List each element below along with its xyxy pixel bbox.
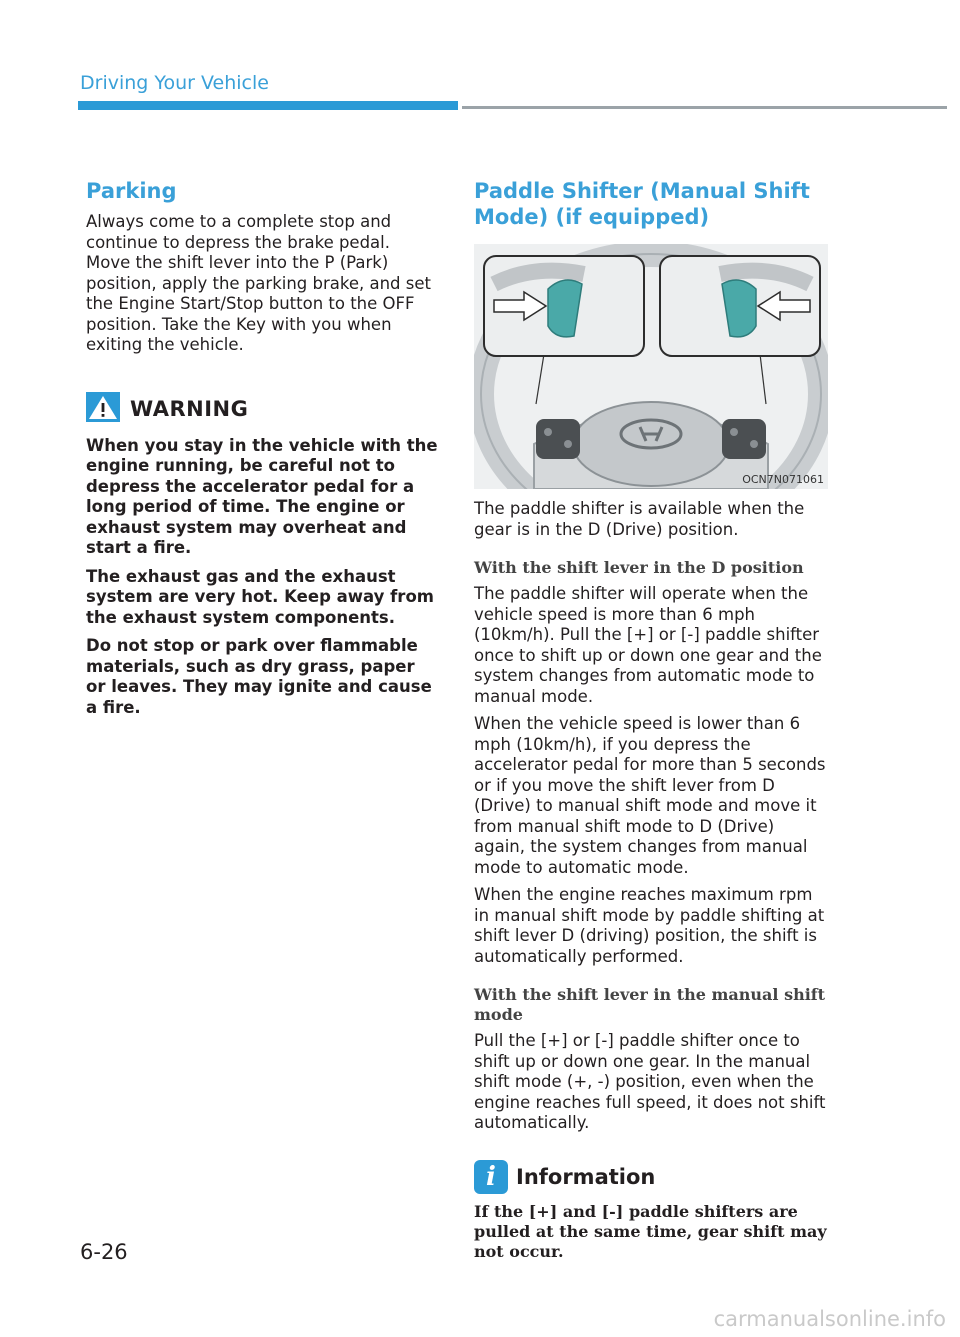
left-column [86, 178, 438, 718]
warning-paragraph: When you stay in the vehicle with the engine running, be careful not to depress the accelerator pedal for a long period of time. The engine or exhaust system may overheat and start a fire. [86, 435, 438, 557]
paragraph: When the engine reaches maximum rpm in manual shift mode by paddle shifting at shift lever D (driving) position, the shift is automatically performed. [474, 885, 825, 966]
info-icon: i [474, 1160, 508, 1194]
warning-paragraph: The exhaust gas and the exhaust system are very hot. Keep away from the exhaust system components. [86, 566, 434, 627]
page-number: 6-26 [80, 1240, 128, 1264]
warning-triangle-icon [86, 392, 120, 426]
parking-body: Always come to a complete stop and continue to depress the brake pedal. Move the shift lever into the P (Park) position, apply the parking brake, and set the Engine Start/Stop button to the OFF position. Take the Key with you when exiting the vehicle. [86, 212, 431, 354]
paragraph: When the vehicle speed is lower than 6 mph (10km/h), if you depress the accelerator pedal for more than 5 seconds or if you move the shift lever from D (Drive) to manual shift mode and move it from manual shift mode to D (Drive) again, the system changes from manual mode to automatic mode. [474, 714, 826, 877]
steering-wheel-illustration [474, 244, 828, 489]
subheading-d-position: With the shift lever in the D position [474, 558, 804, 577]
running-header: Driving Your Vehicle [80, 72, 269, 94]
paddle-heading: Paddle Shifter (Manual Shift Mode) (if equipped) [474, 179, 810, 229]
header-rule-gray [462, 106, 947, 109]
paragraph: The paddle shifter will operate when the vehicle speed is more than 6 mph (10km/h). Pull the [+] or [-] paddle shifter once to shift up or down one gear and the system changes from automatic mode to manual mode. [474, 584, 822, 706]
header-rule-blue [78, 101, 458, 110]
paddle-shifter-figure [474, 244, 828, 489]
subheading-manual-mode: With the shift lever in the manual shift mode [474, 985, 826, 1024]
warning-paragraph: Do not stop or park over flammable materials, such as dry grass, paper or leaves. They may ignite and cause a fire. [86, 636, 432, 717]
information-title: Information [516, 1164, 656, 1189]
parking-heading: Parking [86, 179, 177, 203]
warning-header [86, 392, 438, 426]
warning-title: WARNING [130, 396, 249, 421]
information-header [474, 1160, 828, 1194]
watermark: carmanualsonline.info [713, 1307, 946, 1331]
paragraph: Pull the [+] or [-] paddle shifter once to shift up or down one gear. In the manual shift mode (+, -) position, even when the engine reaches full speed, it does not shift automatically. [474, 1031, 826, 1132]
figure-code: OCN7N071061 [742, 473, 824, 486]
right-column [474, 178, 828, 1262]
information-text: If the [+] and [-] paddle shifters are pulled at the same time, gear shift may not occur. [474, 1201, 827, 1261]
paddle-intro: The paddle shifter is available when the gear is in the D (Drive) position. [474, 499, 805, 539]
